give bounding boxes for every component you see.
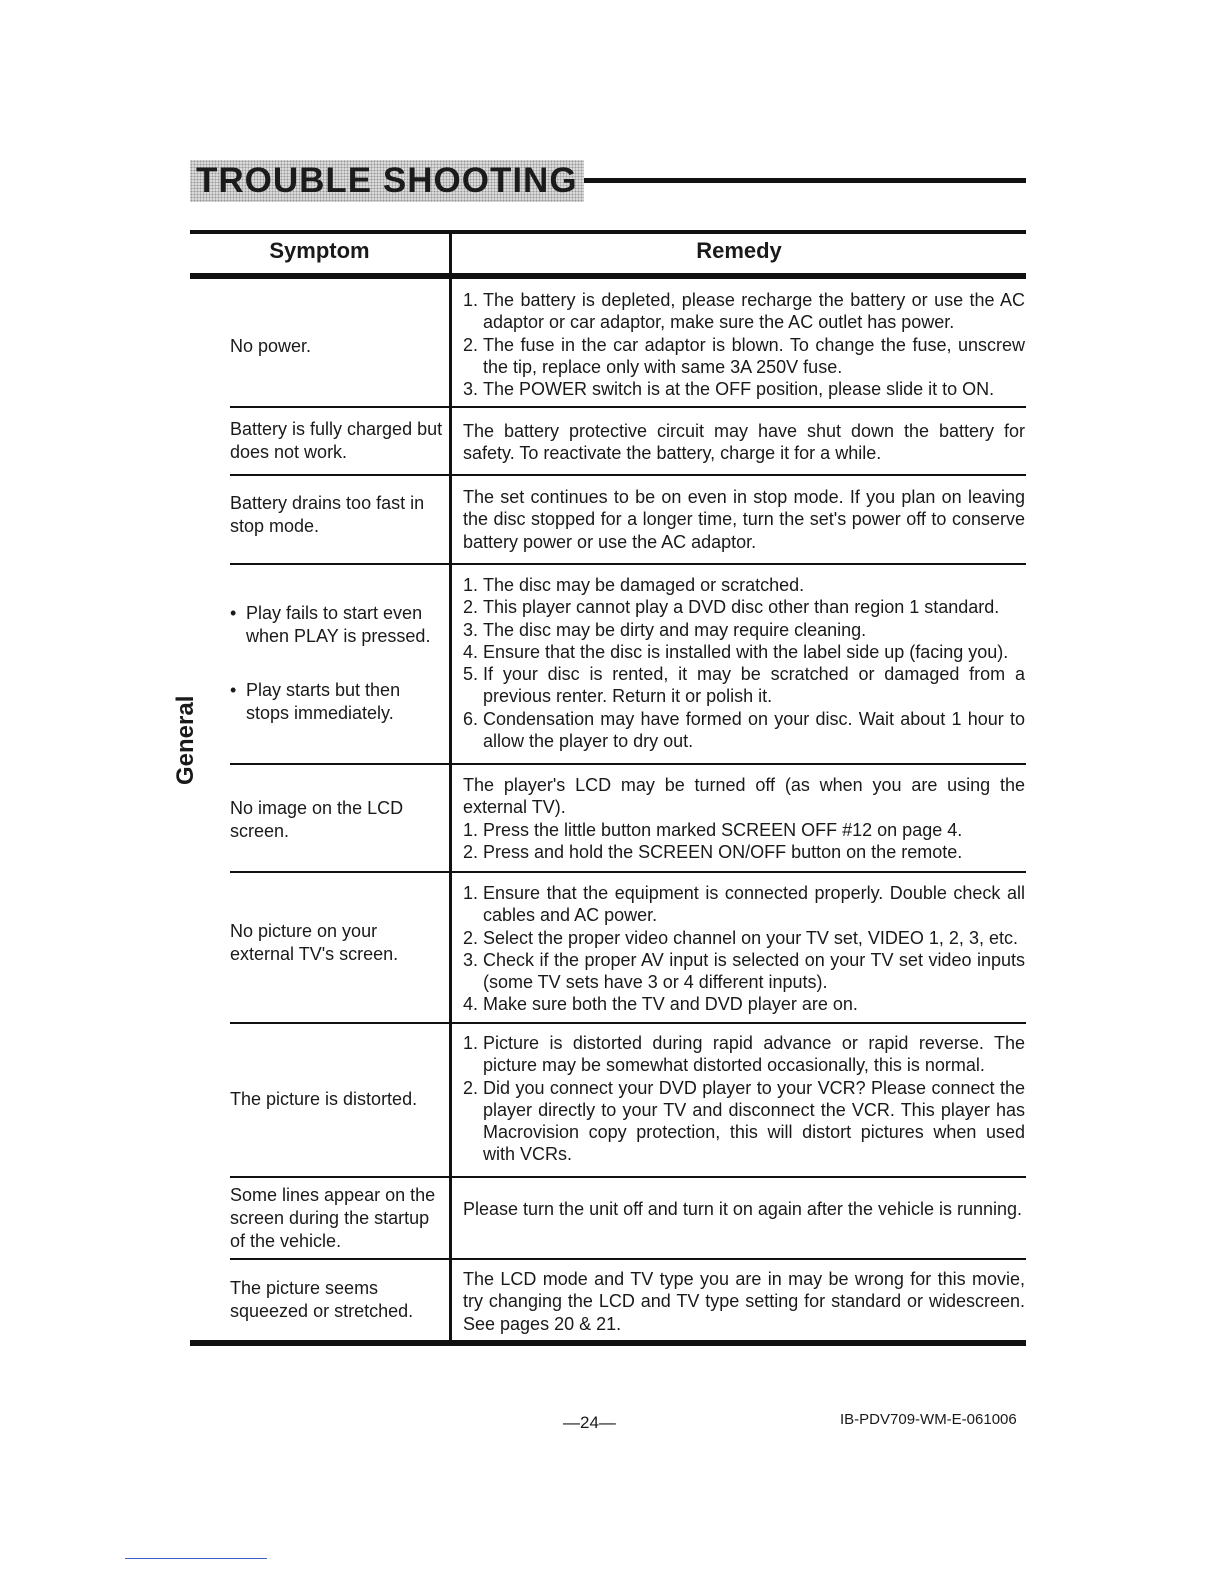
remedy-item (463, 993, 1025, 1015)
table-header-rule (190, 273, 1026, 279)
row-separator (230, 474, 1026, 476)
remedy-list (463, 819, 1025, 864)
bullet-text: Play starts but then stops immediately. (246, 680, 401, 723)
remedy-item (463, 949, 1025, 994)
remedy-text: Please turn the unit off and turn it on again after the vehicle is running. (463, 1199, 1023, 1219)
item-number: 2. (463, 841, 479, 862)
remedy-text: The battery protective circuit may have shut down the battery for safety. To reactivate the battery, charge it for a while. (463, 421, 1025, 464)
symptom-cell: Battery drains too fast in stop mode. (230, 493, 425, 536)
row-separator (230, 1176, 1026, 1178)
item-number: 4. (463, 994, 479, 1015)
table-top-rule (190, 230, 1026, 234)
remedy-item (463, 596, 1025, 618)
item-text: Select the proper video channel on your TV set, VIDEO 1, 2, 3, etc. (483, 927, 1018, 948)
item-text: Did you connect your DVD player to your VCR? Please connect the player directly to your TV and disconnect the VCR. This player has Macrovision copy protection, this will distort pictures when used with VCRs. (483, 1077, 1025, 1165)
item-text: Press and hold the SCREEN ON/OFF button on the remote. (483, 841, 963, 862)
item-number: 1. (463, 290, 479, 310)
item-number: 4. (463, 641, 479, 662)
remedy-cell (463, 1268, 1025, 1335)
row-separator (230, 406, 1026, 408)
remedy-item (463, 574, 1025, 596)
remedy-item (463, 708, 1025, 753)
remedy-cell (463, 486, 1025, 553)
row-separator (230, 563, 1026, 565)
document-code: IB-PDV709-WM-E-061006 (840, 1411, 1017, 1428)
footer-link-underline (125, 1558, 267, 1559)
column-divider (449, 230, 452, 1346)
remedy-list (463, 1032, 1025, 1166)
item-text: The battery is depleted, please recharge the battery or use the AC adaptor or car adaptor, make sure the AC outlet has power. (483, 290, 1025, 333)
remedy-cell (463, 774, 1025, 863)
bullet-dot: • (230, 603, 237, 623)
remedy-text: The set continues to be on even in stop mode. If you plan on leaving the disc stopped for a longer time, turn the set's power off to conserve battery power or use the AC adaptor. (463, 487, 1025, 552)
symptom-cell (230, 602, 445, 725)
symptom-cell: Battery is fully charged but does not work. (230, 419, 443, 462)
item-text: Picture is distorted during rapid advance or rapid reverse. The picture may be somewhat distorted occasionally, this is normal. (483, 1033, 1025, 1076)
item-text: The fuse in the car adaptor is blown. To change the fuse, unscrew the tip, replace only with same 3A 250V fuse. (483, 334, 1025, 377)
remedy-item (463, 841, 1025, 863)
item-number: 2. (463, 1077, 479, 1098)
row-separator (230, 1022, 1026, 1024)
remedy-cell (463, 1032, 1025, 1166)
remedy-item (463, 1077, 1025, 1166)
remedy-cell (463, 289, 1025, 400)
item-text: The disc may be dirty and may require cleaning. (483, 619, 867, 640)
item-number: 1. (463, 819, 479, 840)
remedy-item (463, 378, 1025, 400)
remedy-text: The LCD mode and TV type you are in may be wrong for this movie, try changing the LCD and TV type setting for standard or widescreen. See pages 20 & 21. (463, 1269, 1025, 1334)
symptom-cell: Some lines appear on the screen during the startup of the vehicle. (230, 1185, 436, 1251)
item-text: Condensation may have formed on your disc. Wait about 1 hour to allow the player to dry out. (483, 708, 1025, 752)
remedy-text: The player's LCD may be turned off (as when you are using the external TV). (463, 775, 1025, 818)
item-text: This player cannot play a DVD disc other than region 1 standard. (483, 597, 1000, 618)
symptom-cell: No image on the LCD screen. (230, 798, 404, 841)
item-number: 2. (463, 927, 479, 948)
remedy-item (463, 927, 1025, 949)
row-separator (230, 763, 1026, 765)
remedy-item (463, 1032, 1025, 1077)
remedy-cell (463, 420, 1025, 465)
remedy-cell (463, 574, 1025, 752)
remedy-list (463, 574, 1025, 752)
remedy-item (463, 289, 1025, 334)
item-number: 6. (463, 708, 479, 729)
item-number: 3. (463, 619, 479, 640)
remedy-column-header: Remedy (696, 238, 782, 263)
symptom-column-header: Symptom (269, 238, 370, 263)
item-text: Ensure that the equipment is connected properly. Double check all cables and AC power. (483, 883, 1025, 926)
symptom-bullet (230, 602, 445, 648)
remedy-cell (463, 1198, 1025, 1220)
item-number: 3. (463, 379, 479, 400)
item-text: Check if the proper AV input is selected on your TV set video inputs (some TV sets have 3 or 4 different inputs). (483, 949, 1025, 993)
remedy-cell (463, 882, 1025, 1016)
symptom-cell: No picture on your external TV's screen. (230, 921, 399, 964)
remedy-item (463, 641, 1025, 663)
side-label-general: General (172, 695, 199, 785)
remedy-item (463, 663, 1025, 708)
item-number: 3. (463, 949, 479, 970)
remedy-item (463, 819, 1025, 841)
symptom-cell: The picture is distorted. (230, 1089, 418, 1109)
item-number: 5. (463, 664, 479, 685)
page-number: —24— (563, 1413, 616, 1432)
item-text: If your disc is rented, it may be scratched or damaged from a previous renter. Return it or polish it. (483, 664, 1025, 707)
section-title-bar (190, 160, 1026, 202)
symptom-cell: No power. (230, 336, 312, 356)
item-text: Make sure both the TV and DVD player are on. (483, 994, 858, 1015)
item-text: Ensure that the disc is installed with the label side up (facing you). (483, 641, 1009, 662)
remedy-list (463, 882, 1025, 1016)
bullet-dot: • (230, 680, 237, 700)
remedy-item (463, 334, 1025, 379)
item-number: 1. (463, 883, 479, 903)
row-separator (230, 871, 1026, 873)
symptom-cell: The picture seems squeezed or stretched. (230, 1278, 414, 1321)
item-text: Press the little button marked SCREEN OFF #12 on page 4. (483, 819, 963, 840)
item-number: 1. (463, 575, 479, 595)
item-number: 1. (463, 1033, 479, 1053)
item-text: The disc may be damaged or scratched. (483, 575, 805, 595)
symptom-bullet-list (230, 602, 445, 725)
bullet-text: Play fails to start even when PLAY is pressed. (246, 603, 431, 646)
remedy-item (463, 619, 1025, 641)
remedy-item (463, 882, 1025, 927)
item-text: The POWER switch is at the OFF position, please slide it to ON. (483, 379, 995, 400)
table-bottom-rule (190, 1340, 1026, 1346)
remedy-list (463, 289, 1025, 400)
title-rule (584, 178, 1026, 183)
page-title: TROUBLE SHOOTING (196, 161, 578, 200)
item-number: 2. (463, 334, 479, 355)
item-number: 2. (463, 597, 479, 618)
row-separator (230, 1258, 1026, 1260)
symptom-bullet (230, 679, 445, 725)
